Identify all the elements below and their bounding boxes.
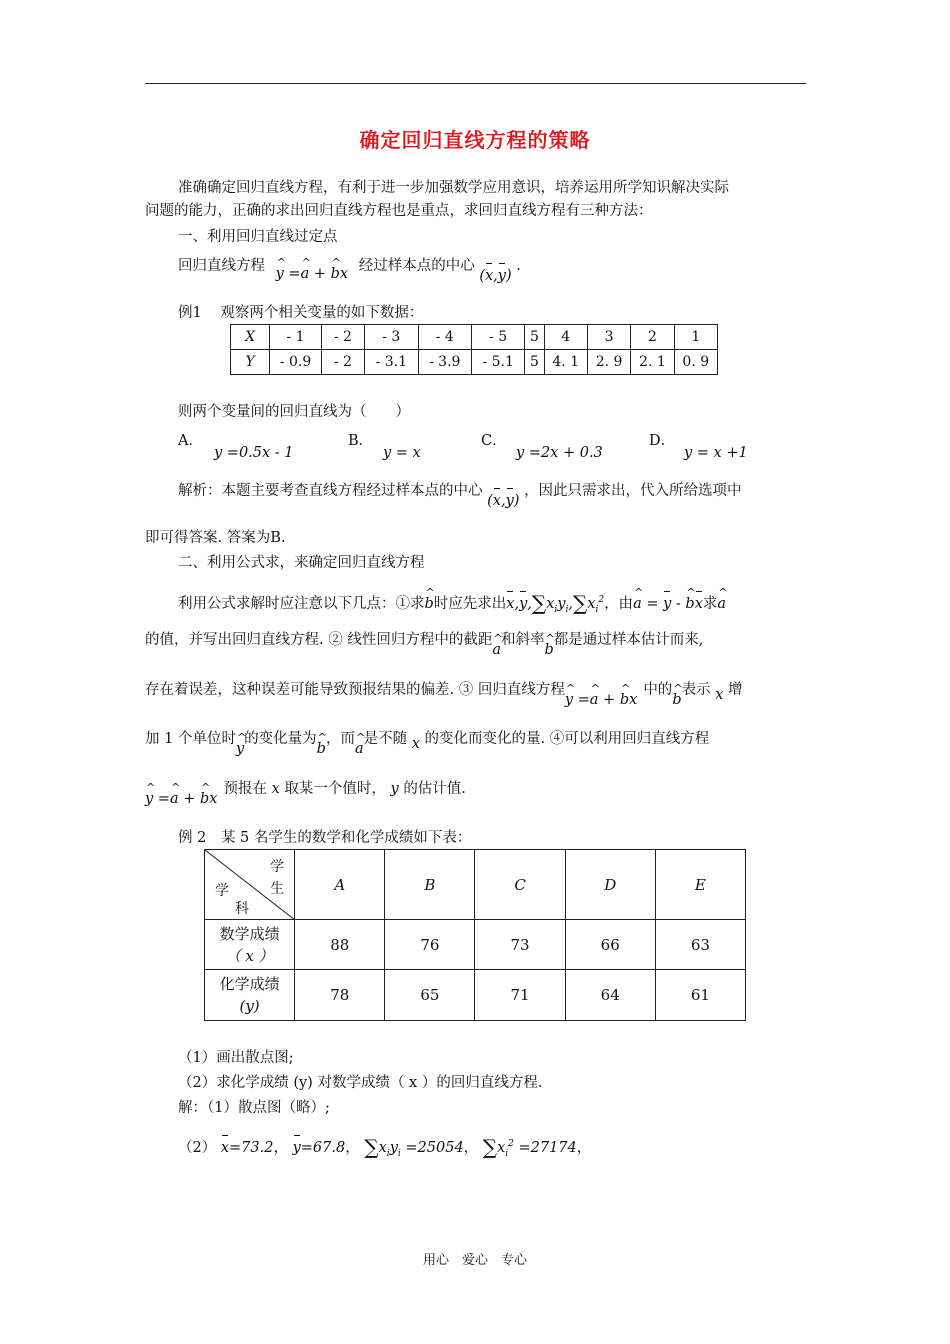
row-label-var: （ x ） [225,946,274,965]
page-footer: 用心 爱心 专心 [422,1253,527,1268]
table-cell: 2 [631,325,674,350]
s2-line-3: 存在着误差，这种误差可能导致预报结果的偏差. ③ 回归直线方程^ y =^ a + ^ bx中的^ b表示 x 增 [145,680,743,700]
s2-text: 预报在 [223,781,267,797]
s2-text: 时应先求出 [433,595,507,612]
table-cell: 88 [295,920,385,970]
table-cell: 4. 1 [544,350,587,375]
table-corner-cell [205,850,299,920]
table-cell: - 5.1 [471,350,524,375]
xbar-value: x=73.2 [220,1139,274,1156]
s2-text: 中的 [643,682,673,698]
table-cell: 76 [385,920,475,970]
s2-line-1: 利用公式求解时应注意以下几点：①求^ b时应先求出$x,y,\sum x_iy_i,\sum x_i^2$，由^ a = y - ^ bx求^ a [178,590,726,620]
corner-left-label: 学 [215,883,229,899]
table-cell: E [655,850,745,920]
table-cell: 65 [385,970,475,1021]
solution-2-prefix: （2） [178,1139,217,1156]
analysis-text-a: 解析：本题主要考查直线方程经过样本点的中心 [178,483,483,499]
s1-text-b: 经过样本点的中心 [358,258,475,274]
regression-equation: ^ y =^ a + ^ bx [276,266,348,282]
table-cell: - 2 [321,325,364,350]
table-cell: - 2 [321,350,364,375]
analysis-text-b: ，因此只需求出，代入所给选项中 [524,483,742,499]
table-cell: A [295,850,385,920]
sum-x2: $\sum x_i^2 =27174$ [482,1134,577,1159]
table-cell: - 3 [365,325,418,350]
question-1: （1）画出散点图; [178,1050,294,1066]
table-cell: 5 [525,350,544,375]
option-a-equation: y =0.5x - 1 [214,445,294,461]
table-cell: - 3.1 [365,350,418,375]
section-2-heading: 二、利用公式求，来确定回归直线方程 [178,555,425,571]
table-cell: 0. 9 [674,350,717,375]
solution-1: 解：（1）散点图（略）; [178,1100,330,1116]
sumx2-text: =27174 [518,1139,577,1156]
s2-text: 加 1 个单位时 [145,731,236,747]
s2-text: 都是通过样本估计而来, [553,632,704,648]
s2-line-5: ^ y =^ a + ^ bx预报在 x 取某一个值时， y 的估计值. [145,779,466,799]
option-a-label: A． [178,433,203,449]
s2-line-2: 的值，并写出回归直线方程. ② 线性回归方程中的截距^ a和斜率^ b都是通过样本估计而来, [145,630,703,650]
option-b-label: B． [348,433,374,449]
s2-text: 的变化量为 [244,731,317,747]
header-rule [145,83,806,84]
example-2-desc: 某 5 名学生的数学和化学成绩如下表： [220,830,472,846]
row-label-text: 数学成绩 [219,924,280,943]
example-1-label: 例1 [178,305,202,321]
corner-bottom-label: 科 [235,901,249,917]
table-cell: X [231,325,270,350]
table-cell: 1 [674,325,717,350]
example-1-table [230,324,718,375]
table-cell: - 5 [471,325,524,350]
example-1-heading [178,303,423,323]
table-cell: B [385,850,475,920]
table-cell: 2. 9 [587,350,630,375]
table-cell: - 0.9 [270,350,321,375]
table-cell: 71 [475,970,565,1021]
solution-2: （2） x=73.2， y=67.8， $\sum x_iy_i =25054$， $\sum x_i^2 =27174$， [178,1134,592,1159]
table-cell: 78 [295,970,385,1021]
corner-top-label: 学 生 [270,859,299,897]
table-row [205,850,746,920]
xbar-text: =73.2 [229,1139,274,1156]
s2-line-4: 加 1 个单位时^ y的变化量为^ b，而^ a是不随 x 的变化而变化的量. ④可以利用回归直线方程 [145,729,709,749]
s2-text: 表示 [681,682,711,698]
table-cell: - 1 [270,325,321,350]
option-b-equation: y = x [383,445,421,461]
table-cell: 5 [525,325,544,350]
ybar-text: =67.8 [300,1139,346,1156]
example-2-heading [178,828,471,848]
table-cell: - 3.9 [418,350,471,375]
s2-text: 的值，并写出回归直线方程. ② 线性回归方程中的截距 [145,632,493,648]
table-cell: C [475,850,565,920]
row-label-var: (y) [239,997,260,1015]
section-1-text: 回归直线方程 ^ y =^ a + ^ bx 经过样本点的中心 (x,y) . [178,256,521,276]
intro-line-1: 准确确定回归直线方程，有利于进一步加强数学应用意识，培养运用所学知识解决实际 [178,180,729,196]
table-cell: D [565,850,655,920]
table-cell: 3 [587,325,630,350]
question-2: （2）求化学成绩 (y) 对数学成绩（ x ）的回归直线方程. [178,1075,543,1091]
s2-text: 增 [728,682,743,698]
s2-text: ，由 [604,595,634,612]
option-d-label: D． [649,433,676,449]
table-row-label [205,920,295,970]
sum-xy: $\sum x_iy_i =25054$ [364,1134,464,1159]
table-row-label [205,970,295,1021]
table-cell: 2. 1 [631,350,674,375]
table-cell: 63 [655,920,745,970]
sample-center-2: (x,y) [487,493,520,509]
table-row [231,325,718,350]
table-row [231,350,718,375]
table-cell: 4 [544,325,587,350]
table-cell: 66 [565,920,655,970]
example-2-label: 例 2 [178,830,207,846]
section-1-heading: 一、利用回归直线过定点 [178,229,338,245]
table-cell: Y [231,350,270,375]
table-cell: 61 [655,970,745,1021]
example-1-desc: 观察两个相关变量的如下数据： [220,305,424,321]
option-c-equation: y =2x + 0.3 [516,445,603,461]
sumxy-text: =25054 [405,1139,464,1156]
s2-text: 的变化而变化的量. ④可以利用回归直线方程 [424,731,710,747]
s2-text: 和斜率 [500,632,545,648]
intro-line-2: 问题的能力，正确的求出回归直线方程也是重点，求回归直线方程有三种方法： [145,203,653,219]
s2-text: ，而 [325,731,355,747]
option-c-label: C． [481,433,507,449]
example-1-question: 则两个变量间的回归直线为（ ） [178,404,410,420]
table-row [205,920,746,970]
s2-text: 存在着误差，这种误差可能导致预报结果的偏差. ③ 回归直线方程 [145,682,565,698]
analysis-line-1 [178,481,742,509]
s2-text: 取某一个值时， [284,781,386,797]
document-title: 确定回归直线方程的策略 [359,128,591,152]
table-cell: - 4 [418,325,471,350]
s2-text: 是不随 [363,731,408,747]
table-row [205,970,746,1021]
option-d-equation: y = x +1 [684,445,748,461]
s2-text: 的估计值. [403,781,466,797]
analysis-line-2: 即可得答案. 答案为B. [145,530,286,546]
example-2-table [204,849,746,1021]
ybar-value: y=67.8 [292,1139,346,1156]
s1-text-a: 回归直线方程 [178,258,265,274]
s2-text: 求 [702,595,718,612]
sample-center: (x,y) [479,268,512,284]
table-cell: 73 [475,920,565,970]
table-cell: 64 [565,970,655,1021]
s2-text: 利用公式求解时应注意以下几点：①求 [178,595,425,612]
row-label-text: 化学成绩 [219,975,280,993]
